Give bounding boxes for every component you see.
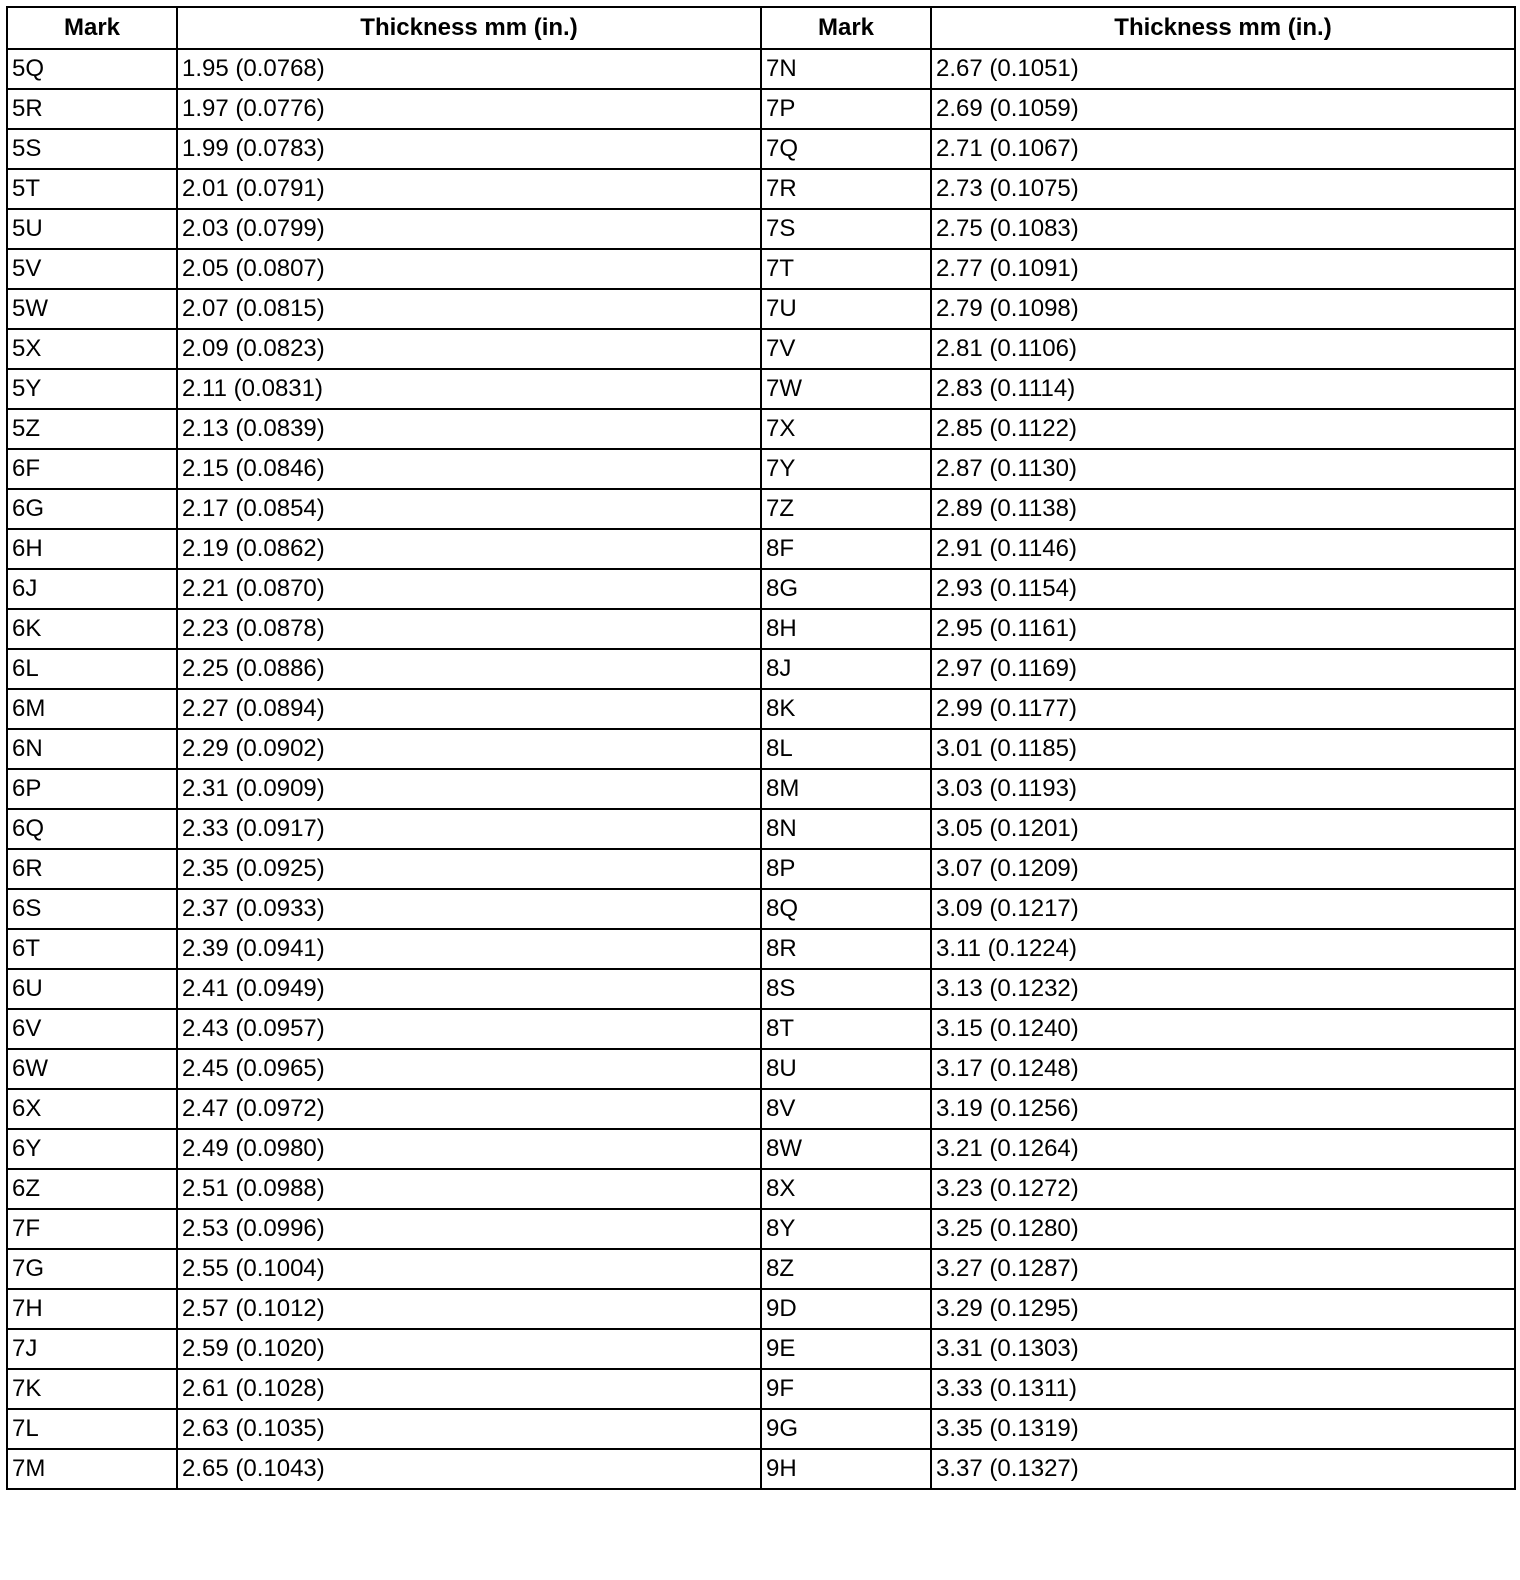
thickness-right-cell: 2.83 (0.1114) xyxy=(931,369,1515,409)
table-row xyxy=(7,329,1515,369)
mark-left-cell: 6Z xyxy=(7,1169,177,1209)
mark-right-cell: 8F xyxy=(761,529,931,569)
thickness-left-cell: 2.61 (0.1028) xyxy=(177,1369,761,1409)
mark-right-cell: 8X xyxy=(761,1169,931,1209)
mark-left-cell: 5R xyxy=(7,89,177,129)
thickness-left-cell: 2.33 (0.0917) xyxy=(177,809,761,849)
thickness-left-cell: 2.35 (0.0925) xyxy=(177,849,761,889)
mark-left-cell: 7K xyxy=(7,1369,177,1409)
mark-left-cell: 6V xyxy=(7,1009,177,1049)
table-row xyxy=(7,849,1515,889)
thickness-right-cell: 2.89 (0.1138) xyxy=(931,489,1515,529)
thickness-right-cell: 3.35 (0.1319) xyxy=(931,1409,1515,1449)
thickness-right-cell: 2.97 (0.1169) xyxy=(931,649,1515,689)
table-row xyxy=(7,1049,1515,1089)
thickness-left-cell: 2.37 (0.0933) xyxy=(177,889,761,929)
mark-left-cell: 7M xyxy=(7,1449,177,1489)
table-row xyxy=(7,649,1515,689)
thickness-right-cell: 3.17 (0.1248) xyxy=(931,1049,1515,1089)
mark-right-cell: 7T xyxy=(761,249,931,289)
mark-right-cell: 7X xyxy=(761,409,931,449)
mark-right-cell: 7V xyxy=(761,329,931,369)
thickness-right-cell: 2.79 (0.1098) xyxy=(931,289,1515,329)
table-row xyxy=(7,1329,1515,1369)
thickness-right-cell: 3.27 (0.1287) xyxy=(931,1249,1515,1289)
thickness-left-cell: 2.53 (0.0996) xyxy=(177,1209,761,1249)
thickness-right-cell: 3.03 (0.1193) xyxy=(931,769,1515,809)
thickness-left-cell: 2.65 (0.1043) xyxy=(177,1449,761,1489)
thickness-left-cell: 2.03 (0.0799) xyxy=(177,209,761,249)
mark-right-cell: 9D xyxy=(761,1289,931,1329)
thickness-right-cell: 2.77 (0.1091) xyxy=(931,249,1515,289)
thickness-left-cell: 2.05 (0.0807) xyxy=(177,249,761,289)
thickness-right-cell: 3.19 (0.1256) xyxy=(931,1089,1515,1129)
thickness-right-cell: 2.99 (0.1177) xyxy=(931,689,1515,729)
thickness-left-cell: 2.15 (0.0846) xyxy=(177,449,761,489)
mark-left-cell: 5Z xyxy=(7,409,177,449)
thickness-right-cell: 3.13 (0.1232) xyxy=(931,969,1515,1009)
mark-left-cell: 7F xyxy=(7,1209,177,1249)
table-row xyxy=(7,49,1515,89)
mark-left-cell: 6H xyxy=(7,529,177,569)
table-row xyxy=(7,489,1515,529)
mark-right-cell: 8L xyxy=(761,729,931,769)
thickness-left-cell: 2.39 (0.0941) xyxy=(177,929,761,969)
mark-left-cell: 6M xyxy=(7,689,177,729)
thickness-left-cell: 2.55 (0.1004) xyxy=(177,1249,761,1289)
spec-sheet xyxy=(6,6,1514,1490)
thickness-left-cell: 1.97 (0.0776) xyxy=(177,89,761,129)
table-row xyxy=(7,1209,1515,1249)
mark-left-cell: 5W xyxy=(7,289,177,329)
table-row xyxy=(7,529,1515,569)
thickness-right-cell: 2.69 (0.1059) xyxy=(931,89,1515,129)
thickness-right-cell: 3.29 (0.1295) xyxy=(931,1289,1515,1329)
thickness-right-cell: 2.67 (0.1051) xyxy=(931,49,1515,89)
thickness-right-cell: 2.85 (0.1122) xyxy=(931,409,1515,449)
mark-right-cell: 7S xyxy=(761,209,931,249)
thickness-left-cell: 2.27 (0.0894) xyxy=(177,689,761,729)
thickness-right-cell: 2.81 (0.1106) xyxy=(931,329,1515,369)
thickness-right-cell: 3.33 (0.1311) xyxy=(931,1369,1515,1409)
thickness-left-cell: 2.23 (0.0878) xyxy=(177,609,761,649)
table-row xyxy=(7,1009,1515,1049)
thickness-left-cell: 2.25 (0.0886) xyxy=(177,649,761,689)
header-thickness-right: Thickness mm (in.) xyxy=(931,7,1515,49)
mark-left-cell: 7G xyxy=(7,1249,177,1289)
mark-left-cell: 6P xyxy=(7,769,177,809)
mark-right-cell: 8U xyxy=(761,1049,931,1089)
table-row xyxy=(7,689,1515,729)
thickness-left-cell: 2.19 (0.0862) xyxy=(177,529,761,569)
thickness-right-cell: 2.73 (0.1075) xyxy=(931,169,1515,209)
mark-left-cell: 5T xyxy=(7,169,177,209)
mark-left-cell: 6N xyxy=(7,729,177,769)
thickness-right-cell: 3.23 (0.1272) xyxy=(931,1169,1515,1209)
mark-right-cell: 7R xyxy=(761,169,931,209)
mark-left-cell: 6W xyxy=(7,1049,177,1089)
table-body xyxy=(7,49,1515,1489)
table-row xyxy=(7,1289,1515,1329)
thickness-right-cell: 3.37 (0.1327) xyxy=(931,1449,1515,1489)
thickness-right-cell: 2.87 (0.1130) xyxy=(931,449,1515,489)
thickness-left-cell: 2.49 (0.0980) xyxy=(177,1129,761,1169)
thickness-table xyxy=(6,6,1516,1490)
mark-left-cell: 6J xyxy=(7,569,177,609)
thickness-left-cell: 1.95 (0.0768) xyxy=(177,49,761,89)
header-mark-right: Mark xyxy=(761,7,931,49)
thickness-left-cell: 2.47 (0.0972) xyxy=(177,1089,761,1129)
mark-right-cell: 8H xyxy=(761,609,931,649)
table-row xyxy=(7,1169,1515,1209)
thickness-left-cell: 2.59 (0.1020) xyxy=(177,1329,761,1369)
header-row xyxy=(7,7,1515,49)
mark-left-cell: 5U xyxy=(7,209,177,249)
mark-left-cell: 6Q xyxy=(7,809,177,849)
mark-right-cell: 8S xyxy=(761,969,931,1009)
mark-right-cell: 8N xyxy=(761,809,931,849)
thickness-left-cell: 2.09 (0.0823) xyxy=(177,329,761,369)
thickness-left-cell: 2.13 (0.0839) xyxy=(177,409,761,449)
table-row xyxy=(7,1129,1515,1169)
mark-right-cell: 7W xyxy=(761,369,931,409)
mark-right-cell: 8K xyxy=(761,689,931,729)
table-row xyxy=(7,409,1515,449)
thickness-left-cell: 2.51 (0.0988) xyxy=(177,1169,761,1209)
mark-right-cell: 8W xyxy=(761,1129,931,1169)
table-row xyxy=(7,169,1515,209)
mark-right-cell: 9E xyxy=(761,1329,931,1369)
mark-right-cell: 8Y xyxy=(761,1209,931,1249)
thickness-left-cell: 2.63 (0.1035) xyxy=(177,1409,761,1449)
table-row xyxy=(7,1369,1515,1409)
thickness-right-cell: 2.95 (0.1161) xyxy=(931,609,1515,649)
thickness-left-cell: 2.31 (0.0909) xyxy=(177,769,761,809)
mark-right-cell: 7U xyxy=(761,289,931,329)
mark-right-cell: 8T xyxy=(761,1009,931,1049)
table-row xyxy=(7,449,1515,489)
mark-right-cell: 8V xyxy=(761,1089,931,1129)
thickness-left-cell: 2.01 (0.0791) xyxy=(177,169,761,209)
thickness-right-cell: 3.31 (0.1303) xyxy=(931,1329,1515,1369)
mark-left-cell: 6T xyxy=(7,929,177,969)
table-row xyxy=(7,969,1515,1009)
mark-right-cell: 9H xyxy=(761,1449,931,1489)
thickness-left-cell: 2.17 (0.0854) xyxy=(177,489,761,529)
thickness-right-cell: 3.09 (0.1217) xyxy=(931,889,1515,929)
thickness-left-cell: 2.21 (0.0870) xyxy=(177,569,761,609)
mark-left-cell: 6S xyxy=(7,889,177,929)
mark-right-cell: 8J xyxy=(761,649,931,689)
mark-right-cell: 8R xyxy=(761,929,931,969)
thickness-right-cell: 3.05 (0.1201) xyxy=(931,809,1515,849)
thickness-left-cell: 2.45 (0.0965) xyxy=(177,1049,761,1089)
thickness-left-cell: 2.11 (0.0831) xyxy=(177,369,761,409)
mark-right-cell: 9G xyxy=(761,1409,931,1449)
mark-right-cell: 8Z xyxy=(761,1249,931,1289)
table-row xyxy=(7,249,1515,289)
thickness-left-cell: 2.43 (0.0957) xyxy=(177,1009,761,1049)
thickness-right-cell: 3.21 (0.1264) xyxy=(931,1129,1515,1169)
table-row xyxy=(7,569,1515,609)
mark-right-cell: 8P xyxy=(761,849,931,889)
thickness-right-cell: 3.11 (0.1224) xyxy=(931,929,1515,969)
mark-left-cell: 6L xyxy=(7,649,177,689)
table-row xyxy=(7,1409,1515,1449)
mark-left-cell: 5V xyxy=(7,249,177,289)
table-row xyxy=(7,769,1515,809)
mark-left-cell: 7J xyxy=(7,1329,177,1369)
mark-right-cell: 7Y xyxy=(761,449,931,489)
mark-left-cell: 6Y xyxy=(7,1129,177,1169)
table-row xyxy=(7,129,1515,169)
thickness-right-cell: 2.91 (0.1146) xyxy=(931,529,1515,569)
table-row xyxy=(7,809,1515,849)
mark-left-cell: 6K xyxy=(7,609,177,649)
table-row xyxy=(7,289,1515,329)
table-row xyxy=(7,369,1515,409)
mark-right-cell: 7Q xyxy=(761,129,931,169)
mark-right-cell: 9F xyxy=(761,1369,931,1409)
thickness-left-cell: 2.41 (0.0949) xyxy=(177,969,761,1009)
thickness-left-cell: 2.57 (0.1012) xyxy=(177,1289,761,1329)
table-row xyxy=(7,209,1515,249)
mark-left-cell: 7L xyxy=(7,1409,177,1449)
mark-left-cell: 5X xyxy=(7,329,177,369)
mark-left-cell: 6G xyxy=(7,489,177,529)
thickness-left-cell: 1.99 (0.0783) xyxy=(177,129,761,169)
table-row xyxy=(7,889,1515,929)
mark-left-cell: 6U xyxy=(7,969,177,1009)
mark-left-cell: 5Q xyxy=(7,49,177,89)
mark-left-cell: 5S xyxy=(7,129,177,169)
mark-right-cell: 8M xyxy=(761,769,931,809)
mark-right-cell: 8G xyxy=(761,569,931,609)
thickness-left-cell: 2.29 (0.0902) xyxy=(177,729,761,769)
thickness-right-cell: 3.25 (0.1280) xyxy=(931,1209,1515,1249)
thickness-left-cell: 2.07 (0.0815) xyxy=(177,289,761,329)
table-row xyxy=(7,89,1515,129)
mark-left-cell: 5Y xyxy=(7,369,177,409)
mark-right-cell: 7Z xyxy=(761,489,931,529)
table-row xyxy=(7,729,1515,769)
thickness-right-cell: 2.93 (0.1154) xyxy=(931,569,1515,609)
table-row xyxy=(7,1249,1515,1289)
table-row xyxy=(7,609,1515,649)
mark-left-cell: 7H xyxy=(7,1289,177,1329)
thickness-right-cell: 3.01 (0.1185) xyxy=(931,729,1515,769)
mark-left-cell: 6F xyxy=(7,449,177,489)
mark-right-cell: 7P xyxy=(761,89,931,129)
table-row xyxy=(7,1089,1515,1129)
mark-left-cell: 6R xyxy=(7,849,177,889)
header-mark-left: Mark xyxy=(7,7,177,49)
table-row xyxy=(7,929,1515,969)
header-thickness-left: Thickness mm (in.) xyxy=(177,7,761,49)
thickness-right-cell: 3.15 (0.1240) xyxy=(931,1009,1515,1049)
thickness-right-cell: 2.71 (0.1067) xyxy=(931,129,1515,169)
mark-right-cell: 7N xyxy=(761,49,931,89)
mark-right-cell: 8Q xyxy=(761,889,931,929)
thickness-right-cell: 2.75 (0.1083) xyxy=(931,209,1515,249)
table-row xyxy=(7,1449,1515,1489)
thickness-right-cell: 3.07 (0.1209) xyxy=(931,849,1515,889)
mark-left-cell: 6X xyxy=(7,1089,177,1129)
